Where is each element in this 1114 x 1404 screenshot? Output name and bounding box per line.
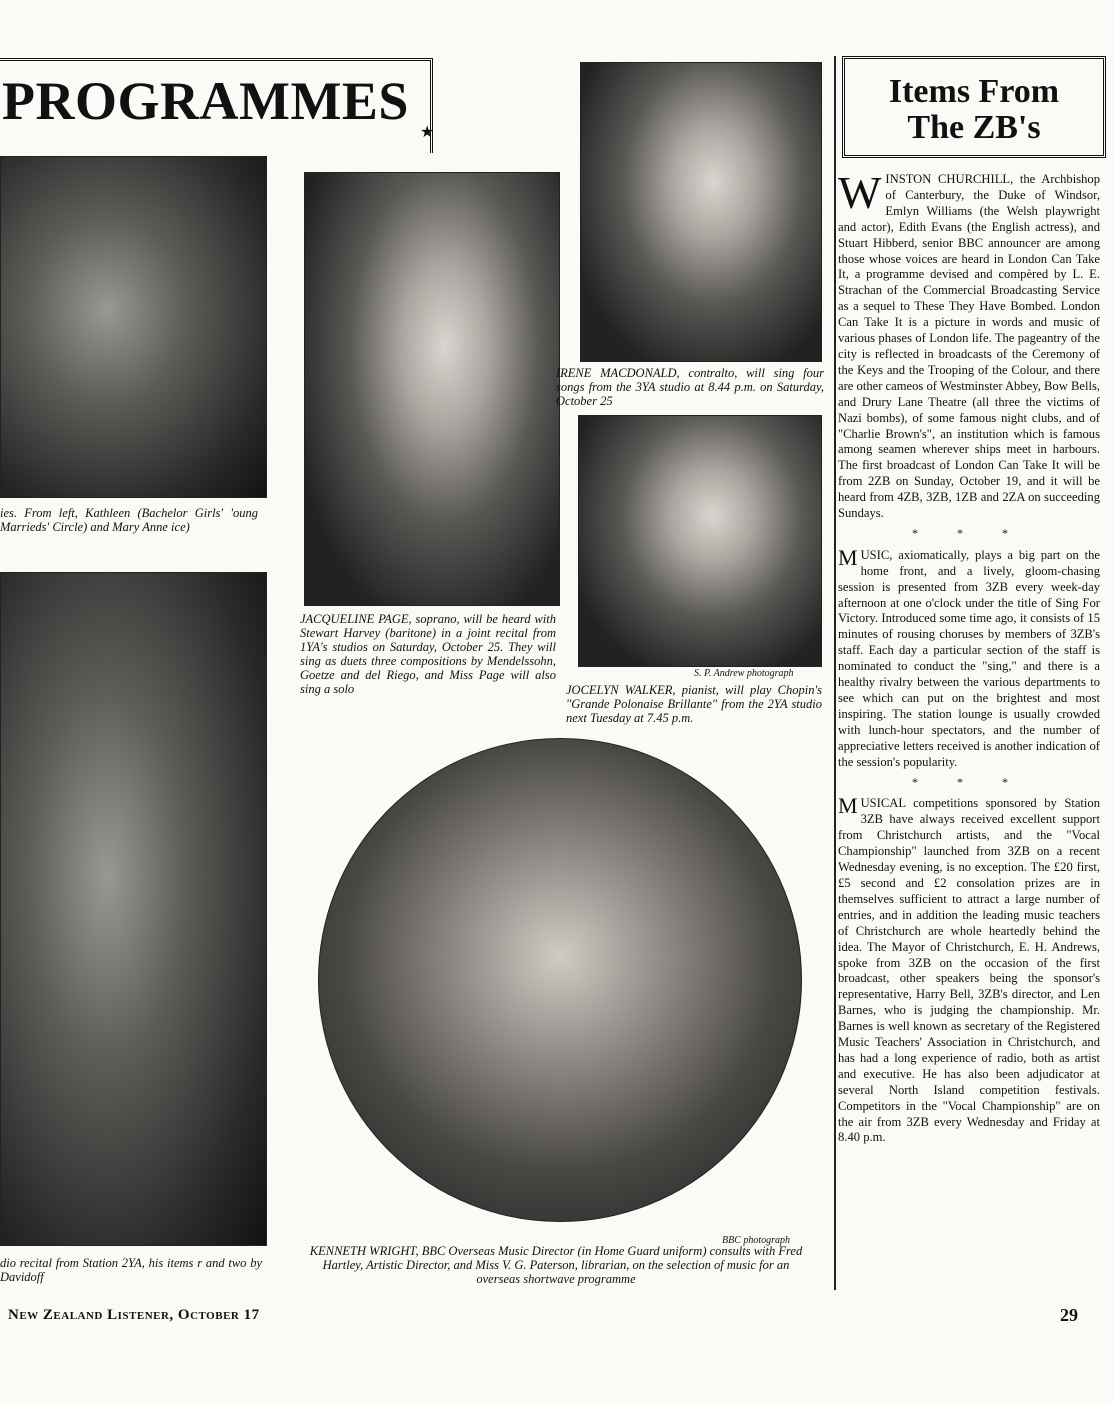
paragraph-2	[838, 544, 1100, 771]
paragraph-3	[838, 793, 1100, 1146]
photo-jacqueline-page	[304, 172, 560, 606]
photo-irene-macdonald	[580, 62, 822, 362]
dropcap-w: W	[838, 167, 882, 218]
paragraph-1-text: INSTON CHURCHILL, the Archbishop of Canterbury, the Duke of Windsor, Emlyn Williams (the Welsh playwright and actor), Edith Evans (the English actress), and Stuart Hibberd, senior BBC announcer are among those whose voices are heard in London Can Take It, a programme devised and compèred by L. E. Strachan of the Commercial Broadcasting Service as a sequel to These They Have Bombed. London Can Take It is a picture in words and music of various phases of London life. The pageantry of the city is reflected in broadcasts of the Ceremony of the Keys and the Trooping of the Colour, and there are other cameos of Westminster Abbey, Bow Bells, and Drury Lane Theatre (all three the victims of Nazi bombs), of some famous night clubs, and of "Charlie Brown's", an institution which is famous among seamen wherever ships meet in harbours. The first broadcast of London Can Take It will be from 2ZB on Sunday, October 19, and it will be heard from 4ZB, 3ZB, 1ZB and 2ZA on succeeding Sundays.	[838, 172, 1100, 521]
caption-jocelyn-walker: JOCELYN WALKER, pianist, will play Chopin's "Grande Polonaise Brillante" from the 2YA studio next Tuesday at 7.45 p.m.	[566, 683, 822, 725]
credit-wright: BBC photograph	[722, 1235, 791, 1246]
photo-ladies	[0, 156, 267, 498]
section-divider-1: * * *	[912, 525, 1026, 540]
page-title: PROGRAMMES	[2, 71, 409, 131]
paragraph-3-text: USICAL competitions sponsored by Station 3ZB have always received excellent support from Christchurch artists, and the "Vocal Championship" launched from 3ZB on a recent Wednesday evening, is no exception. The £20 first, £5 second and £2 consolation prizes are in themselves sufficient to attract a large number of entries, and in addition the leading music teachers of Christchurch are whole heartedly behind the idea. The Mayor of Christchurch, E. H. Andrews, spoke from 3ZB on the occasion of the first broadcast, other speakers being the sponsor's representative, Harry Bell, 3ZB's director, and Len Barnes, who is judging the championship. Mr. Barnes is well known as secretary of the Registered Music Teachers' Association in Christchurch, and has had a long experience of radio, both as artist and executive. He has also been adjudicator at several North Island competition festivals. Competitors in the "Vocal Championship" are on the air from 3ZB every Wednesday and Friday at 8.40 p.m.	[838, 796, 1100, 1145]
caption-ladies: ies. From left, Kathleen (Bachelor Girls' 'oung Marrieds' Circle) and Mary Anne ice)	[0, 506, 258, 534]
star-ornament: ★	[420, 124, 435, 141]
sidebar-title-box	[842, 56, 1106, 158]
paragraph-1	[838, 167, 1100, 522]
caption-kenneth-wright: KENNETH WRIGHT, BBC Overseas Music Director (in Home Guard uniform) consults with Fred Hartley, Artistic Director, and Miss V. G. Paterson, librarian, on the selection of music for an overseas shortwave programme	[309, 1244, 803, 1286]
photo-cello	[0, 572, 267, 1246]
dropcap-m-2: M	[838, 793, 858, 819]
sidebar-article	[838, 167, 1100, 1146]
paragraph-2-text: USIC, axiomatically, plays a big part on the home front, and a lively, gloom-chasing session is presented from 3ZB every week-day afternoon at one o'clock under the title of Sing For Victory. Introduced some time ago, it consists of 15 minutes of rousing choruses by members of 3ZB's staff. Each day a particular section of the staff is nominated to conduct the "sing," and there is a healthy rivalry between the various departments to see which can put on the brightest and most inspiring. The station lounge is usually crowded with lunch-hour spectators, and the number of appreciative letters received is another indication of the session's popularity.	[838, 547, 1100, 769]
sidebar-title-line2: The ZB's	[907, 109, 1041, 146]
photo-jocelyn-walker	[578, 415, 822, 667]
section-divider-2: * * *	[912, 774, 1026, 789]
sidebar-title-line1: Items From	[888, 73, 1060, 110]
page-number: 29	[1060, 1305, 1078, 1325]
credit-walker: S. P. Andrew photograph	[694, 668, 794, 679]
dropcap-m-1: M	[838, 544, 858, 570]
caption-jacqueline-page: JACQUELINE PAGE, soprano, will be heard with Stewart Harvey (baritone) in a joint recital from 1YA's studios on Saturday, October 25. They will sing as duets three compositions by Mendelssohn, Goetze and del Riego, and Miss Page will also sing a solo	[300, 612, 556, 696]
column-rule	[834, 56, 836, 1290]
photo-kenneth-wright	[318, 738, 802, 1222]
caption-irene-macdonald: IRENE MACDONALD, contralto, will sing four songs from the 3YA studio at 8.44 p.m. on Saturday, October 25	[556, 366, 824, 408]
caption-cello: dio recital from Station 2YA, his items r and two by Davidoff	[0, 1256, 262, 1284]
footer-masthead: New Zealand Listener, October 17	[8, 1307, 260, 1323]
